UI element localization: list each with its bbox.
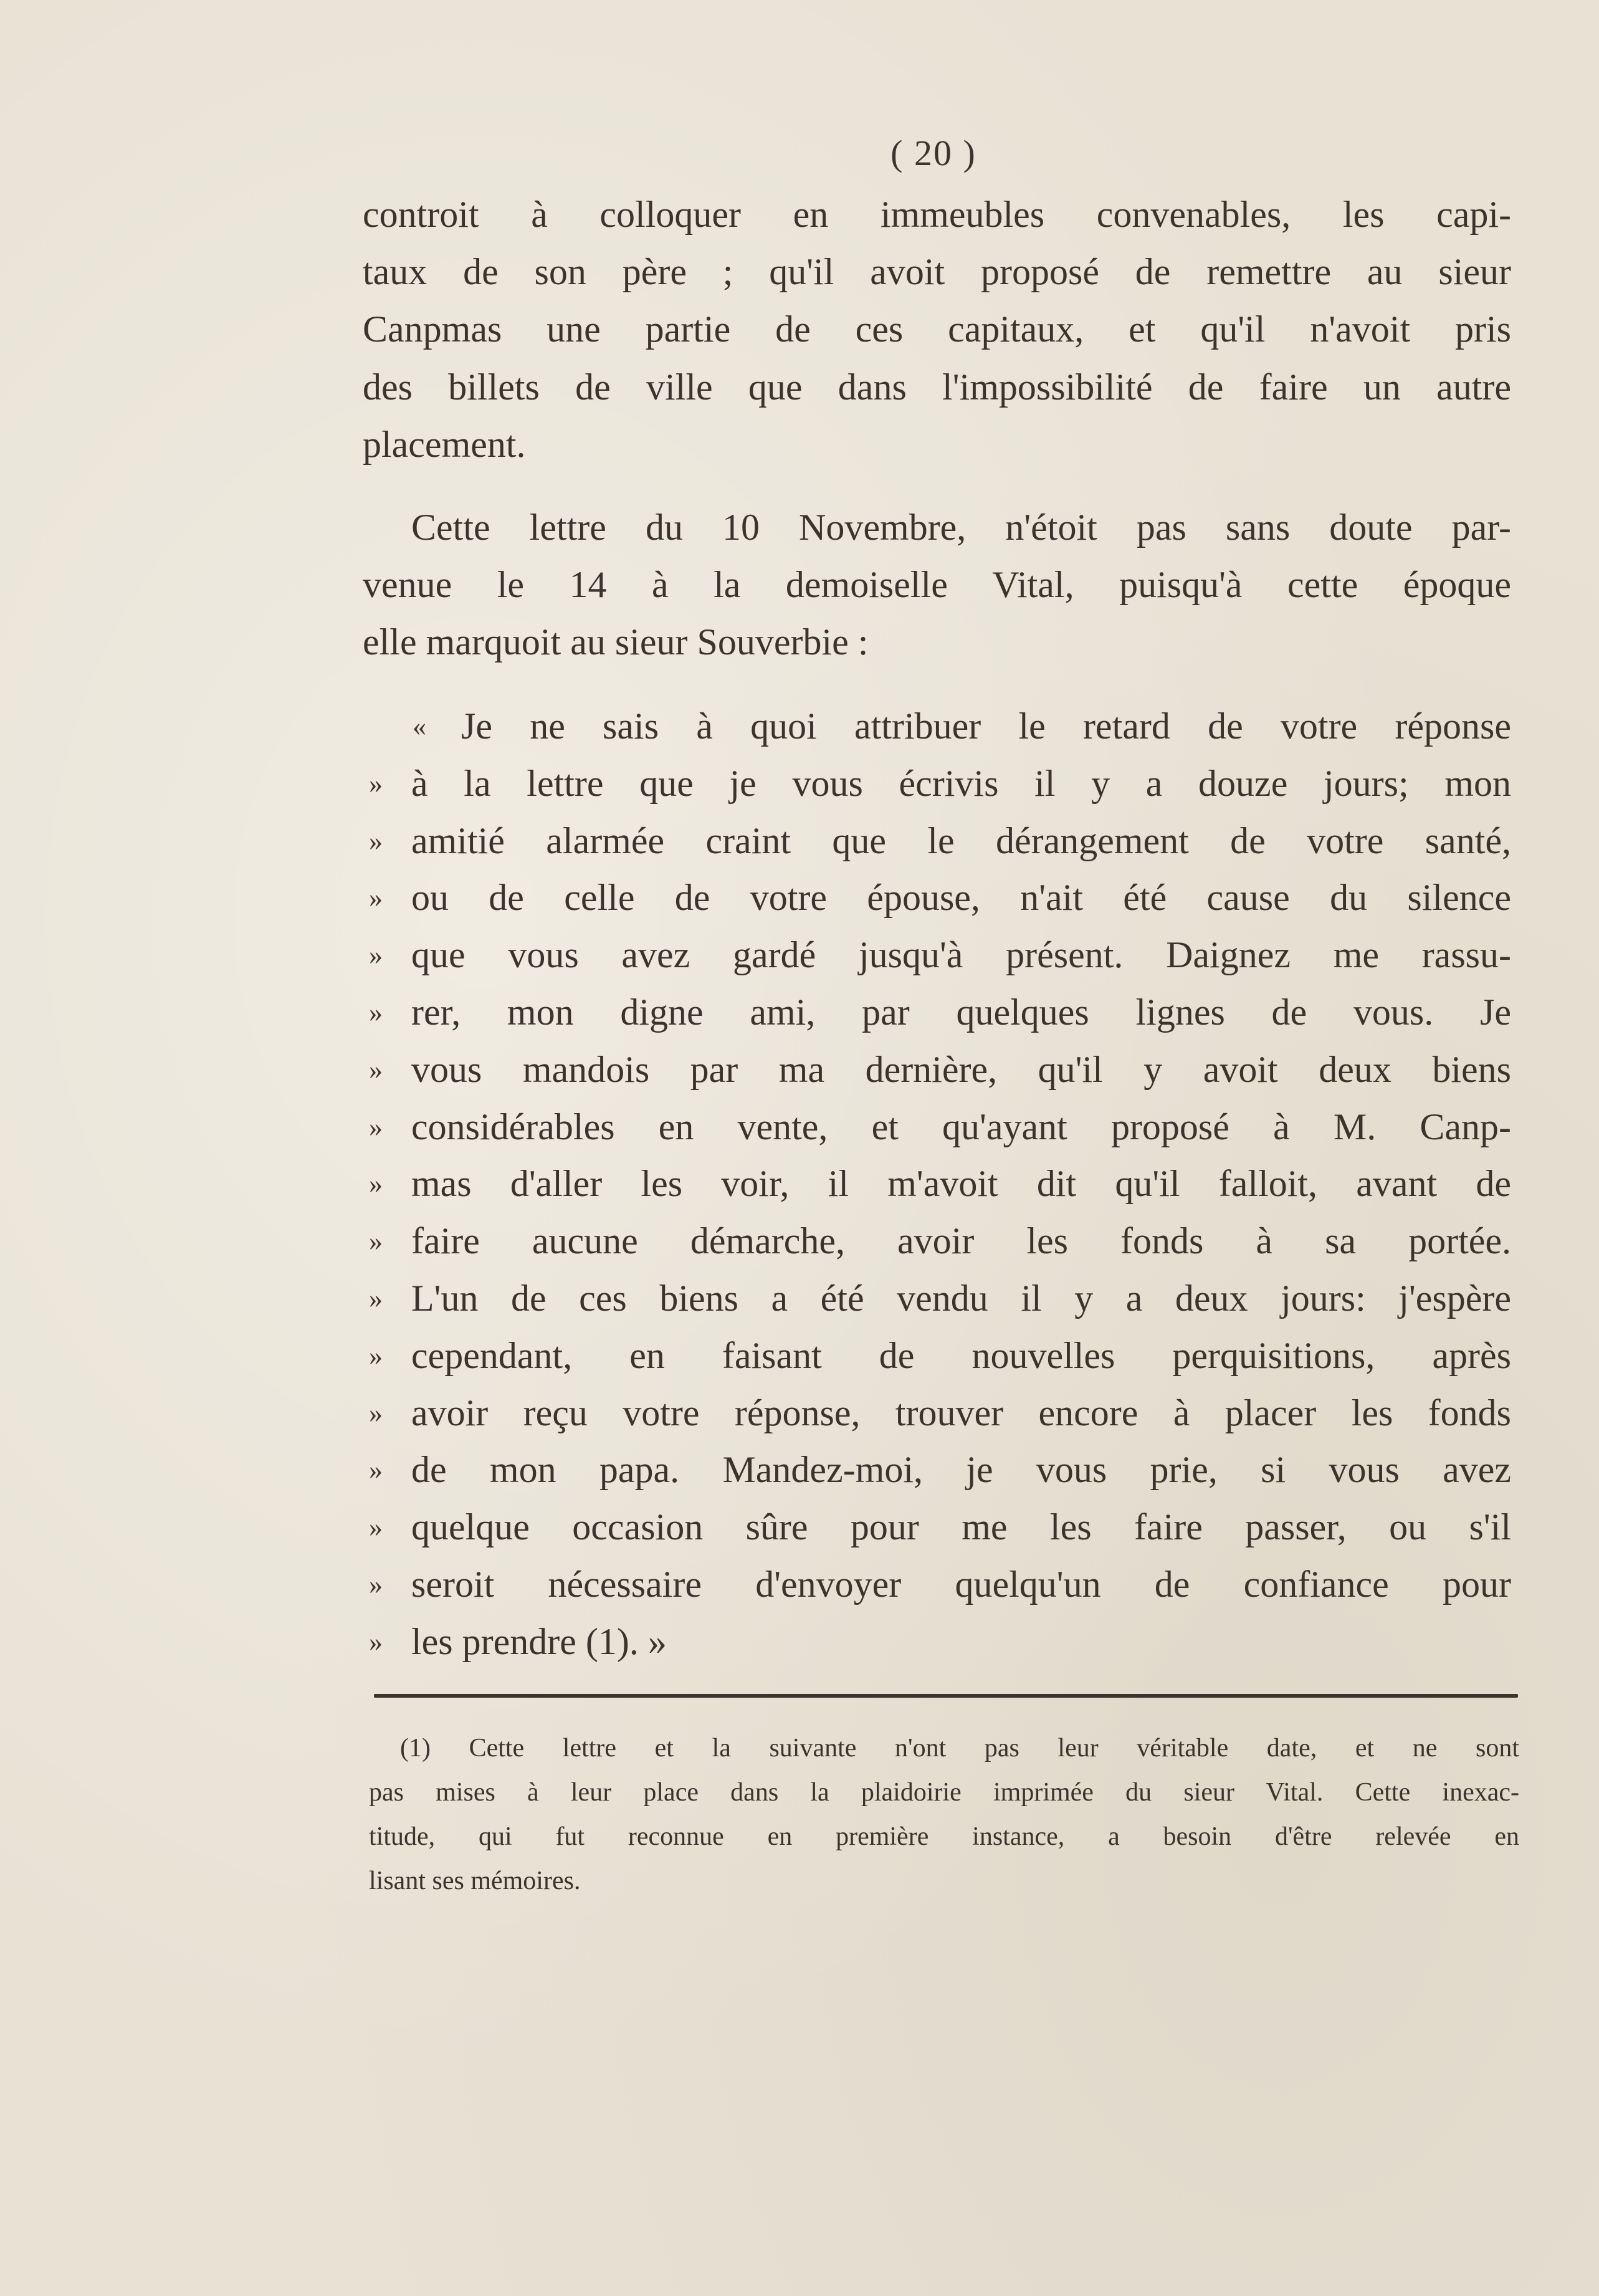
quote-line <box>363 1556 1511 1614</box>
quote-line <box>363 698 1511 755</box>
quote-line <box>363 1499 1511 1556</box>
footnote-line: lisant ses mémoires. <box>369 1867 581 1895</box>
quote-line <box>363 1327 1511 1385</box>
footnote-line: (1) Cette lettre et la suivante n'ont pas leur véritable date, et ne sont <box>400 1734 1519 1763</box>
quote-mark: » <box>369 1226 383 1257</box>
quote-mark: » <box>369 883 383 914</box>
quote-text: de mon papa. Mandez-moi, je vous prie, si vous avez <box>411 1449 1511 1491</box>
quote-mark: » <box>369 1283 383 1314</box>
quote-mark: » <box>369 1455 383 1486</box>
quote-line <box>363 1041 1511 1099</box>
quote-mark: » <box>369 1169 383 1200</box>
quote-text: que vous avez gardé jusqu'à présent. Daignez me rassu- <box>411 934 1511 976</box>
quote-line <box>363 1385 1511 1442</box>
quote-text: amitié alarmée craint que le dérangement de votre santé, <box>411 820 1511 861</box>
quote-line <box>363 755 1511 813</box>
quote-mark: » <box>369 1512 383 1543</box>
letter-quotation <box>363 698 1511 1671</box>
quote-text: cependant, en faisant de nouvelles perquisitions, après <box>411 1334 1511 1376</box>
quote-line <box>363 813 1511 870</box>
paragraph-1 <box>363 186 1511 473</box>
quote-mark: » <box>369 1397 383 1428</box>
text-line: Cette lettre du 10 Novembre, n'étoit pas sans doute par- <box>411 507 1511 548</box>
quote-mark: » <box>369 997 383 1028</box>
footnote-divider <box>374 1694 1518 1698</box>
quote-line <box>363 927 1511 984</box>
footnote-line: pas mises à leur place dans la plaidoirie imprimée du sieur Vital. Cette inexac- <box>369 1778 1519 1807</box>
text-line: elle marquoit au sieur Souverbie : <box>363 621 869 663</box>
quote-text: L'un de ces biens a été vendu il y a deux jours: j'espère <box>411 1277 1511 1319</box>
quote-line <box>363 1213 1511 1270</box>
paragraph-2 <box>363 499 1511 671</box>
quote-text: faire aucune démarche, avoir les fonds à sa portée. <box>411 1220 1511 1262</box>
quote-line <box>363 984 1511 1041</box>
quote-text: les prendre (1). » <box>411 1620 667 1662</box>
quote-mark: » <box>369 1340 383 1371</box>
quote-line <box>363 1155 1511 1213</box>
quote-mark: » <box>369 940 383 971</box>
quote-text: considérables en vente, et qu'ayant proposé à M. Canp- <box>411 1106 1511 1147</box>
quote-mark: » <box>369 768 383 799</box>
quote-mark: » <box>369 1626 383 1657</box>
footnote <box>369 1726 1519 1903</box>
quote-mark: » <box>369 1111 383 1142</box>
quote-text: à la lettre que je vous écrivis il y a douze jours; mon <box>411 762 1511 804</box>
page-number: ( 20 ) <box>890 133 976 173</box>
quote-text: mas d'aller les voir, il m'avoit dit qu'il falloit, avant de <box>411 1163 1511 1205</box>
quote-line <box>363 1270 1511 1327</box>
text-line: taux de son père ; qu'il avoit proposé de remettre au sieur <box>363 251 1511 293</box>
quote-mark: » <box>369 1054 383 1085</box>
quote-text: vous mandois par ma dernière, qu'il y avoit deux biens <box>411 1048 1511 1090</box>
text-line: des billets de ville que dans l'impossibilité de faire un autre <box>363 366 1511 408</box>
quote-line <box>363 1614 1511 1671</box>
text-line: Canpmas une partie de ces capitaux, et qu'il n'avoit pris <box>363 309 1511 350</box>
quote-text: rer, mon digne ami, par quelques lignes de vous. Je <box>411 991 1511 1033</box>
open-quote-mark: « <box>413 711 426 742</box>
quote-text: avoir reçu votre réponse, trouver encore à placer les fonds <box>411 1392 1511 1433</box>
quote-mark: » <box>369 1569 383 1600</box>
quote-mark: » <box>369 825 383 856</box>
quote-text: Je ne sais à quoi attribuer le retard de votre réponse <box>461 706 1511 747</box>
text-line: venue le 14 à la demoiselle Vital, puisqu'à cette époque <box>363 564 1511 606</box>
quote-text: ou de celle de votre épouse, n'ait été cause du silence <box>411 877 1511 919</box>
quote-text: seroit nécessaire d'envoyer quelqu'un de confiance pour <box>411 1563 1511 1605</box>
quote-line <box>363 869 1511 927</box>
quote-text: quelque occasion sûre pour me les faire passer, ou s'il <box>411 1506 1511 1548</box>
text-line: controit à colloquer en immeubles convenables, les capi- <box>363 194 1511 235</box>
text-line: placement. <box>363 423 526 465</box>
footnote-line: titude, qui fut reconnue en première instance, a besoin d'être relevée en <box>369 1822 1519 1851</box>
quote-line <box>363 1442 1511 1499</box>
quote-line <box>363 1099 1511 1156</box>
